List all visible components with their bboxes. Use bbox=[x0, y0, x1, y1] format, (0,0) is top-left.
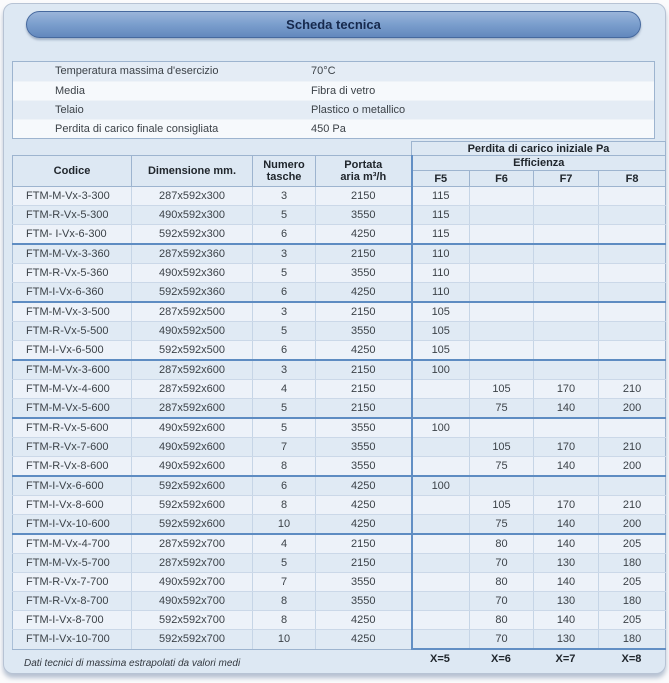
info-label: Perdita di carico finale consigliata bbox=[55, 123, 219, 135]
cell-dimensione: 592x592x360 bbox=[132, 283, 253, 303]
cell-f6 bbox=[470, 360, 534, 380]
cell-f8: 200 bbox=[599, 399, 666, 419]
col-header-f7: F7 bbox=[534, 171, 599, 187]
cell-tasche: 3 bbox=[253, 187, 316, 206]
cell-portata: 2150 bbox=[316, 187, 412, 206]
cell-codice: FTM-M-Vx-4-600 bbox=[13, 380, 132, 399]
x-label: X=8 bbox=[621, 653, 642, 665]
cell-portata: 3550 bbox=[316, 264, 412, 283]
cell-codice: FTM-I-Vx-8-700 bbox=[13, 611, 132, 630]
cell-f8 bbox=[599, 418, 666, 438]
cell-f8: 180 bbox=[599, 592, 666, 611]
cell-f6 bbox=[470, 264, 534, 283]
datasheet-card bbox=[3, 3, 666, 674]
cell-f6 bbox=[470, 322, 534, 341]
x-labels-row bbox=[411, 653, 665, 665]
info-value: Plastico o metallico bbox=[311, 104, 406, 116]
cell-dimensione: 490x592x700 bbox=[132, 573, 253, 592]
cell-tasche: 5 bbox=[253, 206, 316, 225]
table-row bbox=[13, 534, 666, 554]
cell-f6: 80 bbox=[470, 573, 534, 592]
cell-portata: 4250 bbox=[316, 225, 412, 245]
footer bbox=[12, 650, 657, 678]
cell-f8 bbox=[599, 283, 666, 303]
table-row bbox=[13, 630, 666, 650]
cell-f7: 170 bbox=[534, 380, 599, 399]
info-label: Media bbox=[55, 85, 85, 97]
cell-f5 bbox=[412, 573, 470, 592]
efficiency-header: Efficienza bbox=[412, 156, 666, 171]
cell-f8: 200 bbox=[599, 457, 666, 477]
table-row bbox=[13, 302, 666, 322]
cell-dimensione: 490x592x300 bbox=[132, 206, 253, 225]
cell-dimensione: 592x592x700 bbox=[132, 611, 253, 630]
spec-table bbox=[12, 141, 666, 650]
cell-f8 bbox=[599, 360, 666, 380]
table-row bbox=[13, 225, 666, 245]
cell-f8: 210 bbox=[599, 438, 666, 457]
footer-note: Dati tecnici di massima estrapolati da valori medi bbox=[24, 658, 241, 669]
table-row bbox=[13, 554, 666, 573]
cell-codice: FTM-R-Vx-5-300 bbox=[13, 206, 132, 225]
cell-f7 bbox=[534, 264, 599, 283]
table-row bbox=[13, 611, 666, 630]
cell-f8: 210 bbox=[599, 496, 666, 515]
cell-f5: 110 bbox=[412, 264, 470, 283]
cell-portata: 2150 bbox=[316, 244, 412, 264]
cell-f5 bbox=[412, 554, 470, 573]
cell-dimensione: 592x592x600 bbox=[132, 515, 253, 535]
cell-portata: 2150 bbox=[316, 360, 412, 380]
cell-f7 bbox=[534, 302, 599, 322]
pressure-header: Perdita di carico iniziale Pa bbox=[412, 142, 666, 156]
cell-tasche: 5 bbox=[253, 264, 316, 283]
cell-f6 bbox=[470, 244, 534, 264]
col-header-f6: F6 bbox=[470, 171, 534, 187]
cell-codice: FTM-I-Vx-6-500 bbox=[13, 341, 132, 361]
cell-tasche: 5 bbox=[253, 399, 316, 419]
cell-f7: 130 bbox=[534, 592, 599, 611]
cell-portata: 2150 bbox=[316, 302, 412, 322]
column-header-row bbox=[13, 156, 666, 171]
cell-tasche: 10 bbox=[253, 630, 316, 650]
table-row bbox=[13, 206, 666, 225]
cell-f6: 75 bbox=[470, 515, 534, 535]
cell-f5: 105 bbox=[412, 341, 470, 361]
cell-portata: 4250 bbox=[316, 283, 412, 303]
cell-f5: 115 bbox=[412, 206, 470, 225]
cell-dimensione: 490x592x500 bbox=[132, 322, 253, 341]
cell-tasche: 7 bbox=[253, 573, 316, 592]
cell-codice: FTM-I-Vx-10-600 bbox=[13, 515, 132, 535]
table-row bbox=[13, 496, 666, 515]
table-row bbox=[13, 283, 666, 303]
cell-f7: 140 bbox=[534, 611, 599, 630]
cell-portata: 3550 bbox=[316, 322, 412, 341]
cell-f5 bbox=[412, 630, 470, 650]
cell-codice: FTM-R-Vx-8-600 bbox=[13, 457, 132, 477]
cell-tasche: 5 bbox=[253, 418, 316, 438]
cell-f5: 110 bbox=[412, 244, 470, 264]
cell-portata: 3550 bbox=[316, 592, 412, 611]
cell-f5: 100 bbox=[412, 418, 470, 438]
cell-f5 bbox=[412, 611, 470, 630]
info-value: 70°C bbox=[311, 65, 336, 77]
cell-codice: FTM-M-Vx-4-700 bbox=[13, 534, 132, 554]
cell-dimensione: 592x592x300 bbox=[132, 225, 253, 245]
table-row bbox=[13, 573, 666, 592]
cell-portata: 2150 bbox=[316, 399, 412, 419]
table-row bbox=[13, 399, 666, 419]
cell-f6: 75 bbox=[470, 399, 534, 419]
table-row bbox=[13, 341, 666, 361]
table-row bbox=[13, 322, 666, 341]
cell-f6: 70 bbox=[470, 554, 534, 573]
cell-f7 bbox=[534, 187, 599, 206]
header-spacer bbox=[13, 142, 412, 156]
cell-f7 bbox=[534, 360, 599, 380]
col-header-codice: Codice bbox=[13, 156, 132, 187]
table-row bbox=[13, 515, 666, 535]
cell-f6: 105 bbox=[470, 438, 534, 457]
cell-portata: 4250 bbox=[316, 515, 412, 535]
cell-f8: 205 bbox=[599, 573, 666, 592]
cell-tasche: 5 bbox=[253, 554, 316, 573]
cell-tasche: 6 bbox=[253, 476, 316, 496]
cell-codice: FTM-R-Vx-5-600 bbox=[13, 418, 132, 438]
table-row bbox=[13, 264, 666, 283]
cell-f6: 105 bbox=[470, 380, 534, 399]
table-row bbox=[13, 457, 666, 477]
cell-dimensione: 490x592x600 bbox=[132, 457, 253, 477]
cell-codice: FTM-R-Vx-7-600 bbox=[13, 438, 132, 457]
cell-f8: 205 bbox=[599, 534, 666, 554]
cell-portata: 2150 bbox=[316, 534, 412, 554]
cell-tasche: 8 bbox=[253, 592, 316, 611]
cell-tasche: 8 bbox=[253, 611, 316, 630]
cell-tasche: 3 bbox=[253, 360, 316, 380]
pressure-header-row bbox=[13, 142, 666, 156]
cell-f7 bbox=[534, 225, 599, 245]
table-row bbox=[13, 476, 666, 496]
cell-tasche: 8 bbox=[253, 496, 316, 515]
cell-f5 bbox=[412, 457, 470, 477]
col-header-portata: Portata aria m³/h bbox=[316, 156, 412, 187]
cell-f7 bbox=[534, 244, 599, 264]
cell-f5 bbox=[412, 399, 470, 419]
cell-f8: 200 bbox=[599, 515, 666, 535]
info-row bbox=[13, 119, 654, 138]
cell-codice: FTM-R-Vx-7-700 bbox=[13, 573, 132, 592]
x-label: X=7 bbox=[555, 653, 576, 665]
cell-f5: 105 bbox=[412, 302, 470, 322]
cell-f7: 170 bbox=[534, 496, 599, 515]
cell-tasche: 10 bbox=[253, 515, 316, 535]
cell-f6 bbox=[470, 283, 534, 303]
col-header-dimensione: Dimensione mm. bbox=[132, 156, 253, 187]
cell-portata: 2150 bbox=[316, 380, 412, 399]
cell-portata: 3550 bbox=[316, 573, 412, 592]
cell-dimensione: 592x592x700 bbox=[132, 630, 253, 650]
cell-f5: 105 bbox=[412, 322, 470, 341]
cell-tasche: 5 bbox=[253, 322, 316, 341]
cell-f7: 140 bbox=[534, 399, 599, 419]
cell-codice: FTM-R-Vx-5-360 bbox=[13, 264, 132, 283]
cell-f6 bbox=[470, 341, 534, 361]
cell-f8 bbox=[599, 244, 666, 264]
cell-codice: FTM-I-Vx-6-600 bbox=[13, 476, 132, 496]
x-label: X=6 bbox=[491, 653, 511, 665]
cell-portata: 3550 bbox=[316, 206, 412, 225]
cell-f8 bbox=[599, 264, 666, 283]
cell-f7: 130 bbox=[534, 630, 599, 650]
cell-f7: 140 bbox=[534, 573, 599, 592]
info-label: Telaio bbox=[55, 104, 84, 116]
cell-dimensione: 592x592x600 bbox=[132, 496, 253, 515]
cell-dimensione: 490x592x600 bbox=[132, 438, 253, 457]
page-title: Scheda tecnica bbox=[286, 17, 381, 32]
cell-f6: 70 bbox=[470, 592, 534, 611]
cell-f8: 210 bbox=[599, 380, 666, 399]
cell-f8: 205 bbox=[599, 611, 666, 630]
col-header-f5: F5 bbox=[412, 171, 470, 187]
cell-f5: 115 bbox=[412, 225, 470, 245]
title-bar bbox=[26, 11, 641, 38]
cell-tasche: 6 bbox=[253, 225, 316, 245]
cell-f8 bbox=[599, 341, 666, 361]
cell-f7 bbox=[534, 283, 599, 303]
info-row bbox=[13, 100, 654, 119]
cell-codice: FTM- I-Vx-6-300 bbox=[13, 225, 132, 245]
cell-dimensione: 490x592x360 bbox=[132, 264, 253, 283]
cell-f6 bbox=[470, 187, 534, 206]
col-header-f8: F8 bbox=[599, 171, 666, 187]
cell-codice: FTM-M-Vx-3-500 bbox=[13, 302, 132, 322]
cell-codice: FTM-I-Vx-10-700 bbox=[13, 630, 132, 650]
cell-tasche: 4 bbox=[253, 380, 316, 399]
cell-f7 bbox=[534, 476, 599, 496]
cell-codice: FTM-R-Vx-8-700 bbox=[13, 592, 132, 611]
cell-f7 bbox=[534, 418, 599, 438]
cell-dimensione: 287x592x360 bbox=[132, 244, 253, 264]
cell-f8 bbox=[599, 322, 666, 341]
cell-dimensione: 287x592x300 bbox=[132, 187, 253, 206]
cell-f7: 140 bbox=[534, 515, 599, 535]
cell-f5: 100 bbox=[412, 360, 470, 380]
cell-portata: 3550 bbox=[316, 457, 412, 477]
cell-codice: FTM-I-Vx-6-360 bbox=[13, 283, 132, 303]
cell-f5: 100 bbox=[412, 476, 470, 496]
cell-f5 bbox=[412, 380, 470, 399]
cell-f6 bbox=[470, 476, 534, 496]
cell-f6: 80 bbox=[470, 534, 534, 554]
table-row bbox=[13, 380, 666, 399]
cell-f6: 70 bbox=[470, 630, 534, 650]
cell-codice: FTM-M-Vx-5-600 bbox=[13, 399, 132, 419]
table-row bbox=[13, 592, 666, 611]
cell-f8: 180 bbox=[599, 554, 666, 573]
cell-f6 bbox=[470, 418, 534, 438]
cell-f5 bbox=[412, 496, 470, 515]
cell-dimensione: 287x592x700 bbox=[132, 554, 253, 573]
cell-f5: 110 bbox=[412, 283, 470, 303]
cell-f8 bbox=[599, 302, 666, 322]
cell-f7 bbox=[534, 322, 599, 341]
cell-f7: 140 bbox=[534, 534, 599, 554]
cell-f6 bbox=[470, 206, 534, 225]
cell-tasche: 3 bbox=[253, 244, 316, 264]
cell-f5 bbox=[412, 534, 470, 554]
cell-f5 bbox=[412, 592, 470, 611]
cell-dimensione: 287x592x600 bbox=[132, 380, 253, 399]
info-label: Temperatura massima d'esercizio bbox=[55, 65, 219, 77]
info-row bbox=[13, 62, 654, 81]
cell-dimensione: 287x592x600 bbox=[132, 360, 253, 380]
cell-portata: 4250 bbox=[316, 476, 412, 496]
cell-codice: FTM-R-Vx-5-500 bbox=[13, 322, 132, 341]
cell-f6: 105 bbox=[470, 496, 534, 515]
cell-dimensione: 490x592x600 bbox=[132, 418, 253, 438]
cell-f7: 130 bbox=[534, 554, 599, 573]
cell-codice: FTM-M-Vx-3-360 bbox=[13, 244, 132, 264]
cell-f6 bbox=[470, 225, 534, 245]
table-row bbox=[13, 418, 666, 438]
cell-dimensione: 592x592x600 bbox=[132, 476, 253, 496]
cell-codice: FTM-M-Vx-5-700 bbox=[13, 554, 132, 573]
cell-f6: 75 bbox=[470, 457, 534, 477]
cell-tasche: 7 bbox=[253, 438, 316, 457]
table-row bbox=[13, 187, 666, 206]
cell-tasche: 6 bbox=[253, 341, 316, 361]
info-table bbox=[12, 61, 655, 139]
info-value: 450 Pa bbox=[311, 123, 346, 135]
cell-f8 bbox=[599, 206, 666, 225]
cell-f5 bbox=[412, 515, 470, 535]
cell-dimensione: 592x592x500 bbox=[132, 341, 253, 361]
table-row bbox=[13, 360, 666, 380]
info-value: Fibra di vetro bbox=[311, 85, 376, 97]
cell-f8: 180 bbox=[599, 630, 666, 650]
cell-portata: 3550 bbox=[316, 438, 412, 457]
cell-f7 bbox=[534, 341, 599, 361]
cell-portata: 4250 bbox=[316, 341, 412, 361]
cell-portata: 4250 bbox=[316, 611, 412, 630]
table-row bbox=[13, 438, 666, 457]
cell-dimensione: 490x592x700 bbox=[132, 592, 253, 611]
cell-dimensione: 287x592x700 bbox=[132, 534, 253, 554]
cell-f6 bbox=[470, 302, 534, 322]
cell-tasche: 8 bbox=[253, 457, 316, 477]
cell-portata: 2150 bbox=[316, 554, 412, 573]
cell-tasche: 6 bbox=[253, 283, 316, 303]
x-label: X=5 bbox=[430, 653, 450, 665]
cell-dimensione: 287x592x600 bbox=[132, 399, 253, 419]
cell-codice: FTM-M-Vx-3-300 bbox=[13, 187, 132, 206]
cell-f8 bbox=[599, 225, 666, 245]
cell-f5: 115 bbox=[412, 187, 470, 206]
cell-codice: FTM-I-Vx-8-600 bbox=[13, 496, 132, 515]
col-header-tasche: Numero tasche bbox=[253, 156, 316, 187]
cell-f8 bbox=[599, 476, 666, 496]
cell-dimensione: 287x592x500 bbox=[132, 302, 253, 322]
cell-tasche: 4 bbox=[253, 534, 316, 554]
cell-f8 bbox=[599, 187, 666, 206]
cell-tasche: 3 bbox=[253, 302, 316, 322]
cell-portata: 4250 bbox=[316, 630, 412, 650]
cell-codice: FTM-M-Vx-3-600 bbox=[13, 360, 132, 380]
cell-portata: 4250 bbox=[316, 496, 412, 515]
cell-f7: 170 bbox=[534, 438, 599, 457]
cell-f6: 80 bbox=[470, 611, 534, 630]
cell-f7 bbox=[534, 206, 599, 225]
spec-table-wrap bbox=[12, 141, 657, 650]
cell-f5 bbox=[412, 438, 470, 457]
table-row bbox=[13, 244, 666, 264]
info-row bbox=[13, 81, 654, 100]
cell-portata: 3550 bbox=[316, 418, 412, 438]
cell-f7: 140 bbox=[534, 457, 599, 477]
